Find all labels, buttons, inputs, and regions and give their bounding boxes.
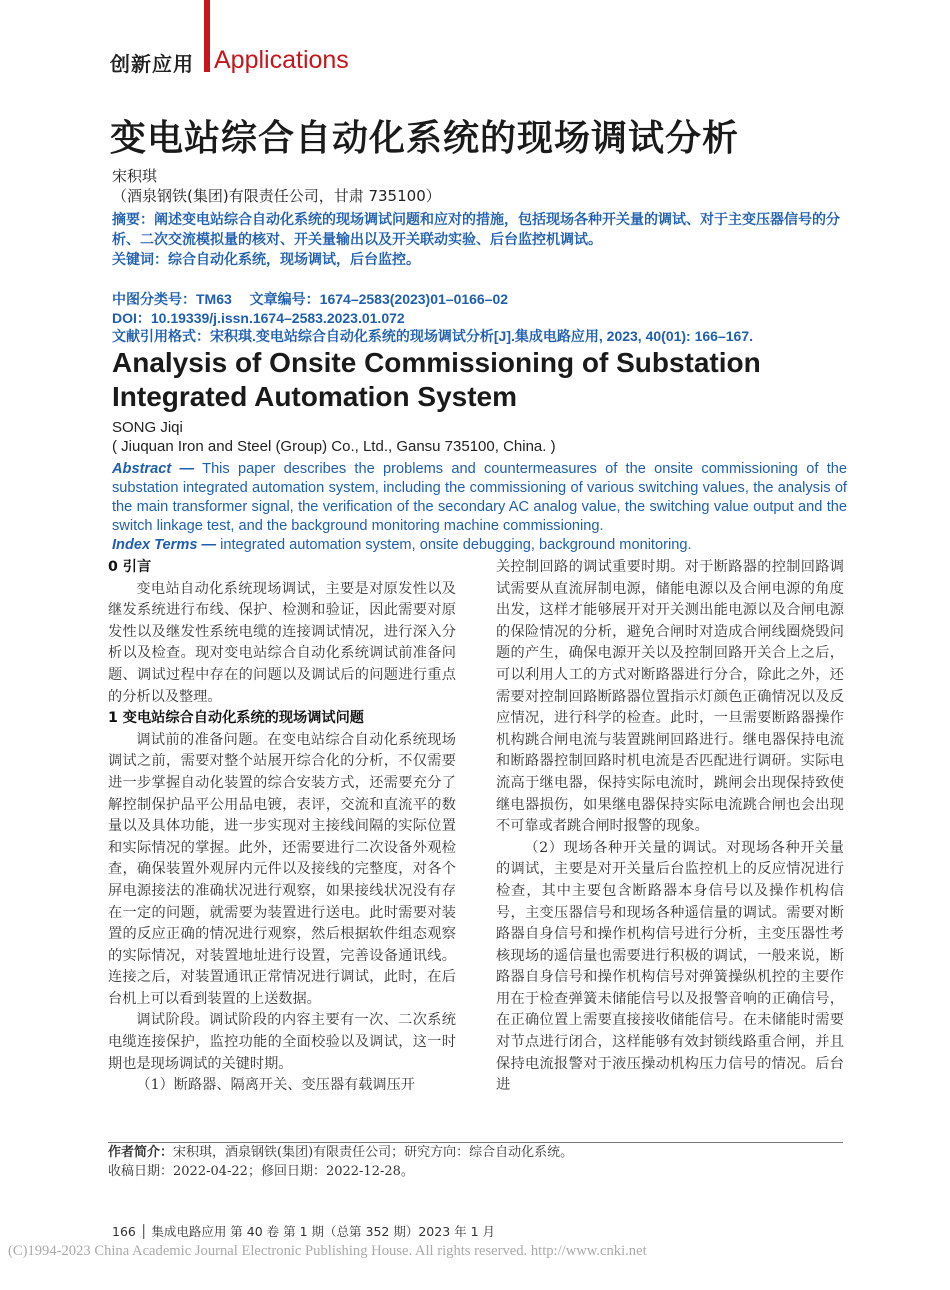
author-en: SONG Jiqi [112,419,183,436]
body-left-column [108,557,456,1097]
classification-number: 中图分类号：TM63 文章编号：1674–2583(2023)01–0166–02 [112,291,509,307]
body-paragraph: 调试前的准备问题。在变电站综合自动化系统现场调试之前，需要对整个站展开综合化的分析，不仅需要进一步掌握自动化装置的综合安装方式，还需要充分了解控制保护品平公用品电镀，表评，交流和直流平的数量以及具体功能，进一步实现对主接线间隔的实际位置和实际情况的掌握。此外，还需要进行二次设备外观检查，确保装置外观屏内元件以及接线的完整度，对各个屏电源接法的准确状况进行观察，如果接线状况没有存在一定的问题，就需要为装置进行送电。此时需要对装置的反应正确的情况进行观察，然后根据软件组态观察的实际情况，对装置地址进行设置，完善设备通讯线。连接之后，对装置通讯正常情况进行调试，此时，在后台机上可以看到装置的上送数据。 [108,731,456,1007]
abstract-en-block [112,460,847,555]
author-bio [108,1143,573,1162]
abstract-en-label: Abstract — [112,461,195,477]
copyright-watermark: (C)1994-2023 China Academic Journal Electronic Publishing House. All rights reserved. http://www.cnki.net [8,1243,647,1259]
doi: DOI：10.19339/j.issn.1674–2583.2023.01.072 [112,310,405,326]
body-right-column [496,557,844,1097]
body-paragraph: （1）断路器、隔离开关、变压器有载调压开 [136,1077,415,1094]
header-accent-bar [204,0,210,72]
body-paragraph: 变电站自动化系统现场调试，主要是对原发性以及继发系统进行布线、保护、检测和验证，因此需要对原发性以及继发性系统电缆的连接调试情况，进行深入分析以及检查。现对变电站综合自动化系统调试前准备问题、调试过程中存在的问题以及调试后的问题进行重点的分析以及整理。 [108,580,456,705]
page-footer: 166 │ 集成电路应用 第 40 卷 第 1 期（总第 352 期）2023 年 1 月 [112,1224,496,1239]
received-dates: 收稿日期：2022-04-22；修回日期：2022-12-28。 [108,1164,414,1179]
section-heading-problems: 1 变电站综合自动化系统的现场调试问题 [108,710,364,727]
section-label-en: Applications [214,46,349,74]
keywords-cn: 关键词：综合自动化系统，现场调试，后台监控。 [112,252,420,268]
author-cn: 宋积琪 [112,167,158,185]
index-terms-label: Index Terms — [112,537,217,553]
section-label-cn: 创新应用 [110,52,194,76]
abstract-cn: 摘要：阐述变电站综合自动化系统的现场调试问题和应对的措施，包括现场各种开关量的调试、对于主变压器信号的分析、二次交流模拟量的核对、开关量输出以及开关联动实验、后台监控机调试。 [112,212,840,248]
index-terms: integrated automation system, onsite debugging, background monitoring. [216,537,692,553]
body-paragraph: 调试阶段。调试阶段的内容主要有一次、二次系统电缆连接保护，监控功能的全面校验以及调试，这一时期也是现场调试的关键时期。 [108,1012,456,1072]
author-bio-label: 作者简介： [108,1145,174,1160]
article-title-cn: 变电站综合自动化系统的现场调试分析 [110,118,740,159]
article-title-en: Analysis of Onsite Commissioning of Substation Integrated Automation System [112,347,761,412]
author-bio-text: 宋积琪，酒泉钢铁(集团)有限责任公司；研究方向：综合自动化系统。 [173,1145,574,1160]
abstract-cn-block [112,210,847,270]
abstract-en: This paper describes the problems and countermeasures of the onsite commissioning of the substation integrated automation system, including the commissioning of various switching values, the analysis of the main transformer signal, the verification of the secondary AC analog value, the switching value output and the switch linkage test, and the background monitoring machine commissioning. [112,461,847,534]
affiliation-en: ( Jiuquan Iron and Steel (Group) Co., Ltd., Gansu 735100, China. ) [112,438,556,455]
affiliation-cn: （酒泉钢铁(集团)有限责任公司，甘肃 735100） [112,187,441,205]
section-heading-intro: 0 引言 [108,559,152,575]
body-paragraph-continued: 关控制回路的调试重要时期。对于断路器的控制回路调试需要从直流屏制电源，储能电源以及合闸电源的角度出发，这样才能够展开对开关测出能电源以及合闸电源的保险情况的分析，避免合闸时对造成合闸线圈烧毁问题的产生，确保电源开关以及控制回路开关合上之后，可以利用人工的方式对断路器进行分合，除此之外，还需要对控制回路断路器位置指示灯颜色正确情况以及反应情况，进行科学的检查。此时，一旦需要断路器操作机构跳合闸电流与装置跳闸回路进行。继电器保持电流和断路器控制回路时机电流是否匹配进行调研。实际电流高于继电器，保持实际电流时，跳闸会出现保持致使继电器损伤，如果继电器保持实际电流跳合闸也会出现不可靠或者跳合闸时报警的现象。 [496,559,844,835]
citation-format: 文献引用格式：宋积琪.变电站综合自动化系统的现场调试分析[J].集成电路应用, 2023, 40(01): 166–167. [112,328,754,344]
body-paragraph: （2）现场各种开关量的调试。对现场各种开关量的调试，主要是对开关量后台监控机上的反应情况进行检查，其中主要包含断路器本身信号以及操作机构信号，主变压器信号和现场各种遥信量的调试。需要对断路器自身信号和操作机构信号进行分析，主变压器性考核现场的遥信量也需要进行积极的调试，一般来说，断路器自身信号和操作机构信号对弹簧操纵机控的主要作用在于检查弹簧未储能信号以及报警音响的正确信号，在正确位置上需要直接接收储能信号。在未储能时需要对节点进行闭合，这样能够有效封锁线路重合闸，并且保持电流报警对于液压操动机构压力信号的情况。后台进 [496,839,844,1094]
